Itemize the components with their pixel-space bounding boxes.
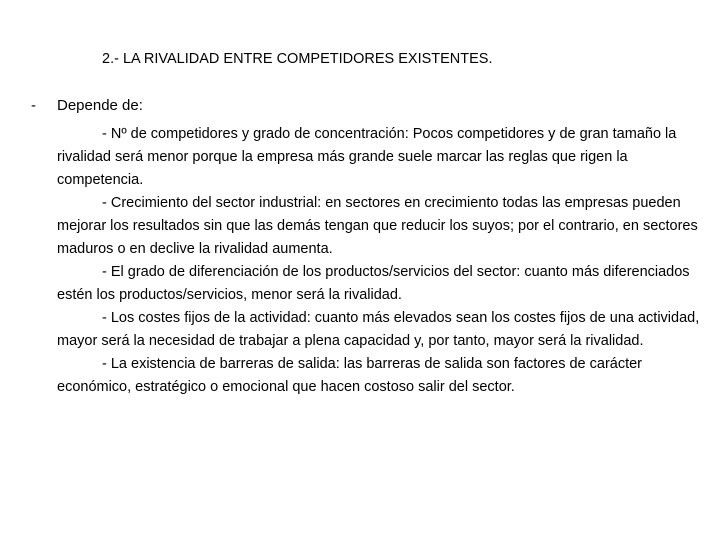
factor-item: - Crecimiento del sector industrial: en sectores en crecimiento todas las empresas pueden mejorar los resultados sin que las demás tengan que reducir los suyos; por el contrario, en sectores maduros o en declive la rivalidad aumenta.: [57, 195, 698, 257]
factor-item: - Nº de competidores y grado de concentración: Pocos competidores y de gran tamaño la rivalidad será menor porque la empresa más grande suele marcar las reglas que rigen la competencia.: [57, 126, 677, 188]
slide-title: 2.- LA RIVALIDAD ENTRE COMPETIDORES EXISTENTES.: [102, 51, 493, 67]
factor-item: - La existencia de barreras de salida: las barreras de salida son factores de carácter económico, estratégico o emocional que hacen costoso salir del sector.: [57, 356, 643, 395]
factor-list: [57, 123, 712, 399]
factor-item: - Los costes fijos de la actividad: cuanto más elevados sean los costes fijos de una actividad, mayor será la necesidad de trabajar a plena capacidad y, por tanto, mayor será la rivalidad.: [57, 310, 700, 349]
factor-item: - El grado de diferenciación de los productos/servicios del sector: cuanto más diferenciados estén los productos/servicios, menor será la rivalidad.: [57, 264, 690, 303]
bullet-marker: -: [31, 97, 36, 114]
intro-text: Depende de:: [57, 97, 143, 114]
